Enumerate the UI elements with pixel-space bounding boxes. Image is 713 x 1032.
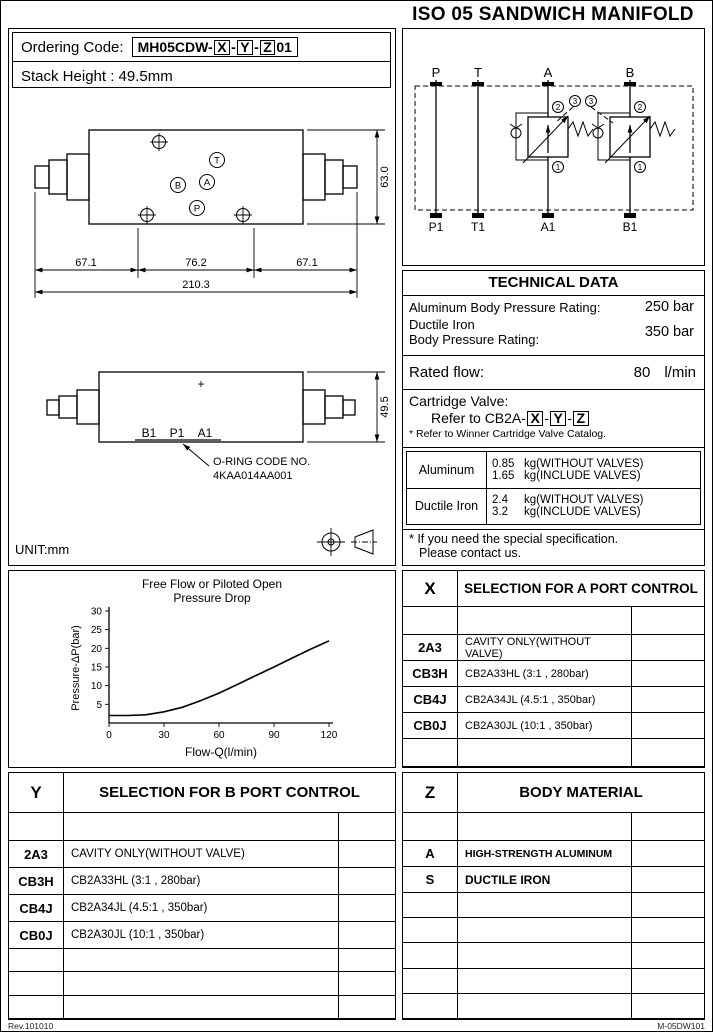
oring-line1: O-RING CODE NO. [213, 456, 311, 468]
schematic-port-a1: A1 [540, 220, 556, 234]
stack-height-dimension [307, 372, 391, 442]
z-table-header [403, 773, 704, 813]
table-row: CB4J CB2A34JL (4.5:1 , 350bar) [9, 895, 395, 922]
weight-row-ductile: Ductile Iron 2.4 kg(WITHOUT VALVES) 3.2 kg(INCLUDE VALVES) [407, 488, 700, 525]
table-row-empty [403, 739, 704, 767]
side-port-p1: P1 [169, 426, 185, 440]
y-table-header [9, 773, 395, 813]
svg-text:30: 30 [158, 730, 170, 741]
schematic-port-t1: T1 [470, 220, 486, 234]
table-row: 2A3 CAVITY ONLY(WITHOUT VALVE) [403, 635, 704, 661]
ordering-panel [12, 32, 391, 88]
aluminum-rating-value: 250 bar [644, 299, 694, 315]
svg-text:3: 3 [572, 97, 578, 106]
dim-left: 67.1 [75, 257, 97, 269]
x-table-title: SELECTION FOR A PORT CONTROL [464, 581, 698, 596]
dim-right: 67.1 [296, 257, 318, 269]
chart-y-label: Pressure-ΔP(bar) [70, 625, 82, 711]
dim-total: 210.3 [182, 279, 210, 291]
table-row-empty [403, 918, 704, 943]
hydraulic-schematic [403, 29, 703, 264]
svg-text:2: 2 [637, 103, 643, 112]
technical-data-title: TECHNICAL DATA [403, 271, 704, 296]
mounting-hole-icon [150, 133, 168, 151]
z-code-header: Z [403, 773, 458, 812]
svg-text:2: 2 [555, 103, 561, 112]
side-port-b1: B1 [141, 426, 157, 440]
port-t-label: T [214, 155, 220, 167]
counterbalance-valve-a [510, 107, 593, 163]
rated-flow-label: Rated flow: [409, 364, 485, 381]
z-selection-panel [402, 772, 705, 1020]
x-table-header [403, 571, 704, 607]
svg-text:5: 5 [96, 699, 102, 711]
svg-text:120: 120 [320, 730, 338, 741]
code-x-box: X [214, 40, 230, 55]
footer-left: Rev.101010 [8, 1021, 54, 1031]
z-table-title: BODY MATERIAL [519, 784, 643, 801]
rated-flow-unit: l/min [664, 364, 696, 381]
table-row-empty [9, 949, 395, 972]
top-view-drawing [35, 130, 391, 298]
x-code-header: X [403, 571, 458, 606]
aluminum-rating-label: Aluminum Body Pressure Rating: [409, 299, 601, 315]
technical-panel [402, 270, 705, 566]
port-a [200, 175, 215, 190]
svg-text:30: 30 [90, 606, 102, 618]
x-selection-panel [402, 570, 705, 768]
table-row-empty [9, 972, 395, 995]
svg-text:90: 90 [268, 730, 280, 741]
svg-text:60: 60 [213, 730, 225, 741]
ordering-code-row [13, 33, 390, 62]
pressure-drop-chart [9, 571, 394, 766]
chart-panel [8, 570, 396, 768]
table-row: CB3H CB2A33HL (3:1 , 280bar) [9, 868, 395, 895]
dimension-drawings [11, 90, 393, 564]
callout-2-b [635, 102, 646, 113]
table-row-empty [9, 996, 395, 1019]
special-spec-note: * If you need the special specification. Please contact us. [409, 532, 619, 560]
counterbalance-valve-b [591, 107, 675, 163]
ordering-code-label: Ordering Code: [21, 38, 124, 56]
schematic-port-b1: B1 [622, 220, 638, 234]
schematic-port-a: A [543, 65, 553, 80]
unit-label: UNIT:mm [15, 542, 70, 557]
pressure-ratings [403, 296, 704, 356]
y-axis-ticks [91, 607, 109, 711]
drawing-panel [8, 28, 396, 566]
svg-text:1: 1 [637, 163, 643, 172]
table-row: 2A3 CAVITY ONLY(WITHOUT VALVE) [9, 841, 395, 868]
plus-mark: + [197, 377, 205, 391]
callout-1-b [635, 162, 646, 173]
ductile-rating-label: Ductile Iron Body Pressure Rating: [409, 317, 540, 347]
rated-flow-value: 80 [633, 364, 651, 381]
callout-3-a [570, 96, 581, 107]
dim-63: 63.0 [379, 166, 391, 188]
schematic-port-t: T [474, 65, 482, 80]
svg-text:1: 1 [555, 163, 561, 172]
table-row-empty [403, 893, 704, 918]
schematic-panel [402, 28, 705, 266]
rated-flow-row [403, 356, 704, 390]
port-b [171, 178, 186, 193]
port-t [210, 153, 225, 168]
footer-right: M-05DW101 [657, 1021, 705, 1031]
side-view-drawing [15, 372, 391, 557]
table-row: CB4J CB2A34JL (4.5:1 , 350bar) [403, 687, 704, 713]
ordering-code-value: MH05CDW- X - Y - Z 01 [132, 37, 298, 57]
port-b-label: B [174, 180, 182, 192]
x-axis-ticks [106, 723, 338, 741]
cartridge-valve-section [403, 390, 704, 448]
svg-text:3: 3 [588, 97, 594, 106]
projection-symbol-icon [317, 528, 377, 556]
schematic-port-p1: P1 [428, 220, 444, 234]
table-row-empty [9, 813, 395, 841]
port-p [190, 201, 205, 216]
svg-text:10: 10 [90, 681, 102, 693]
y-selection-panel [8, 772, 396, 1020]
weight-row-aluminum: Aluminum 0.85 kg(WITHOUT VALVES) 1.65 kg(INCLUDE VALVES) [407, 452, 700, 488]
callout-1-a [553, 162, 564, 173]
table-row-empty [403, 943, 704, 968]
table-row: CB0J CB2A30JL (10:1 , 350bar) [403, 713, 704, 739]
table-row-empty [403, 607, 704, 635]
code-y-box: Y [237, 40, 253, 55]
table-row-empty [403, 994, 704, 1019]
ductile-rating-value: 350 bar [644, 324, 694, 340]
chart-title-line1: Free Flow or Piloted Open [141, 577, 283, 591]
mounting-hole-icon [234, 206, 252, 224]
mounting-hole-icon [138, 206, 156, 224]
oring-line2: 4KAA014AA001 [213, 470, 293, 482]
schematic-port-b: B [625, 65, 635, 80]
dim-center: 76.2 [185, 257, 207, 269]
y-code-header: Y [9, 773, 64, 812]
chart-title-line2: Pressure Drop [173, 591, 251, 605]
height-dimension [307, 130, 391, 224]
table-row: CB0J CB2A30JL (10:1 , 350bar) [9, 922, 395, 949]
oring-note [183, 444, 310, 482]
callout-3-b [586, 96, 597, 107]
cartridge-note: * Refer to Winner Cartridge Valve Catalog. [409, 428, 607, 440]
schematic-port-p: P [431, 65, 441, 80]
dim-49-5: 49.5 [379, 396, 391, 418]
pressure-curve [109, 641, 329, 716]
svg-text:20: 20 [90, 643, 102, 655]
weight-table [403, 448, 704, 530]
svg-text:15: 15 [90, 662, 102, 674]
chart-x-label: Flow-Q(l/min) [185, 745, 257, 759]
stack-height-row: Stack Height : 49.5mm [21, 68, 173, 85]
port-p-label: P [193, 203, 201, 215]
table-row: CB3H CB2A33HL (3:1 , 280bar) [403, 661, 704, 687]
callout-2-a [553, 102, 564, 113]
port-a-label: A [203, 177, 211, 189]
cartridge-title: Cartridge Valve: [409, 393, 509, 409]
svg-text:25: 25 [90, 625, 102, 637]
code-z-box: Z [260, 40, 276, 55]
svg-text:0: 0 [106, 730, 112, 741]
table-row-empty [403, 813, 704, 841]
page-title: ISO 05 SANDWICH MANIFOLD [412, 4, 694, 25]
y-table-title: SELECTION FOR B PORT CONTROL [99, 784, 360, 801]
table-row-empty [403, 969, 704, 994]
cartridge-reference: Refer to CB2A- X - Y - Z [409, 410, 698, 426]
table-row: S DUCTILE IRON [403, 867, 704, 893]
side-port-a1: A1 [197, 426, 213, 440]
table-row: A HIGH-STRENGTH ALUMINUM [403, 841, 704, 867]
